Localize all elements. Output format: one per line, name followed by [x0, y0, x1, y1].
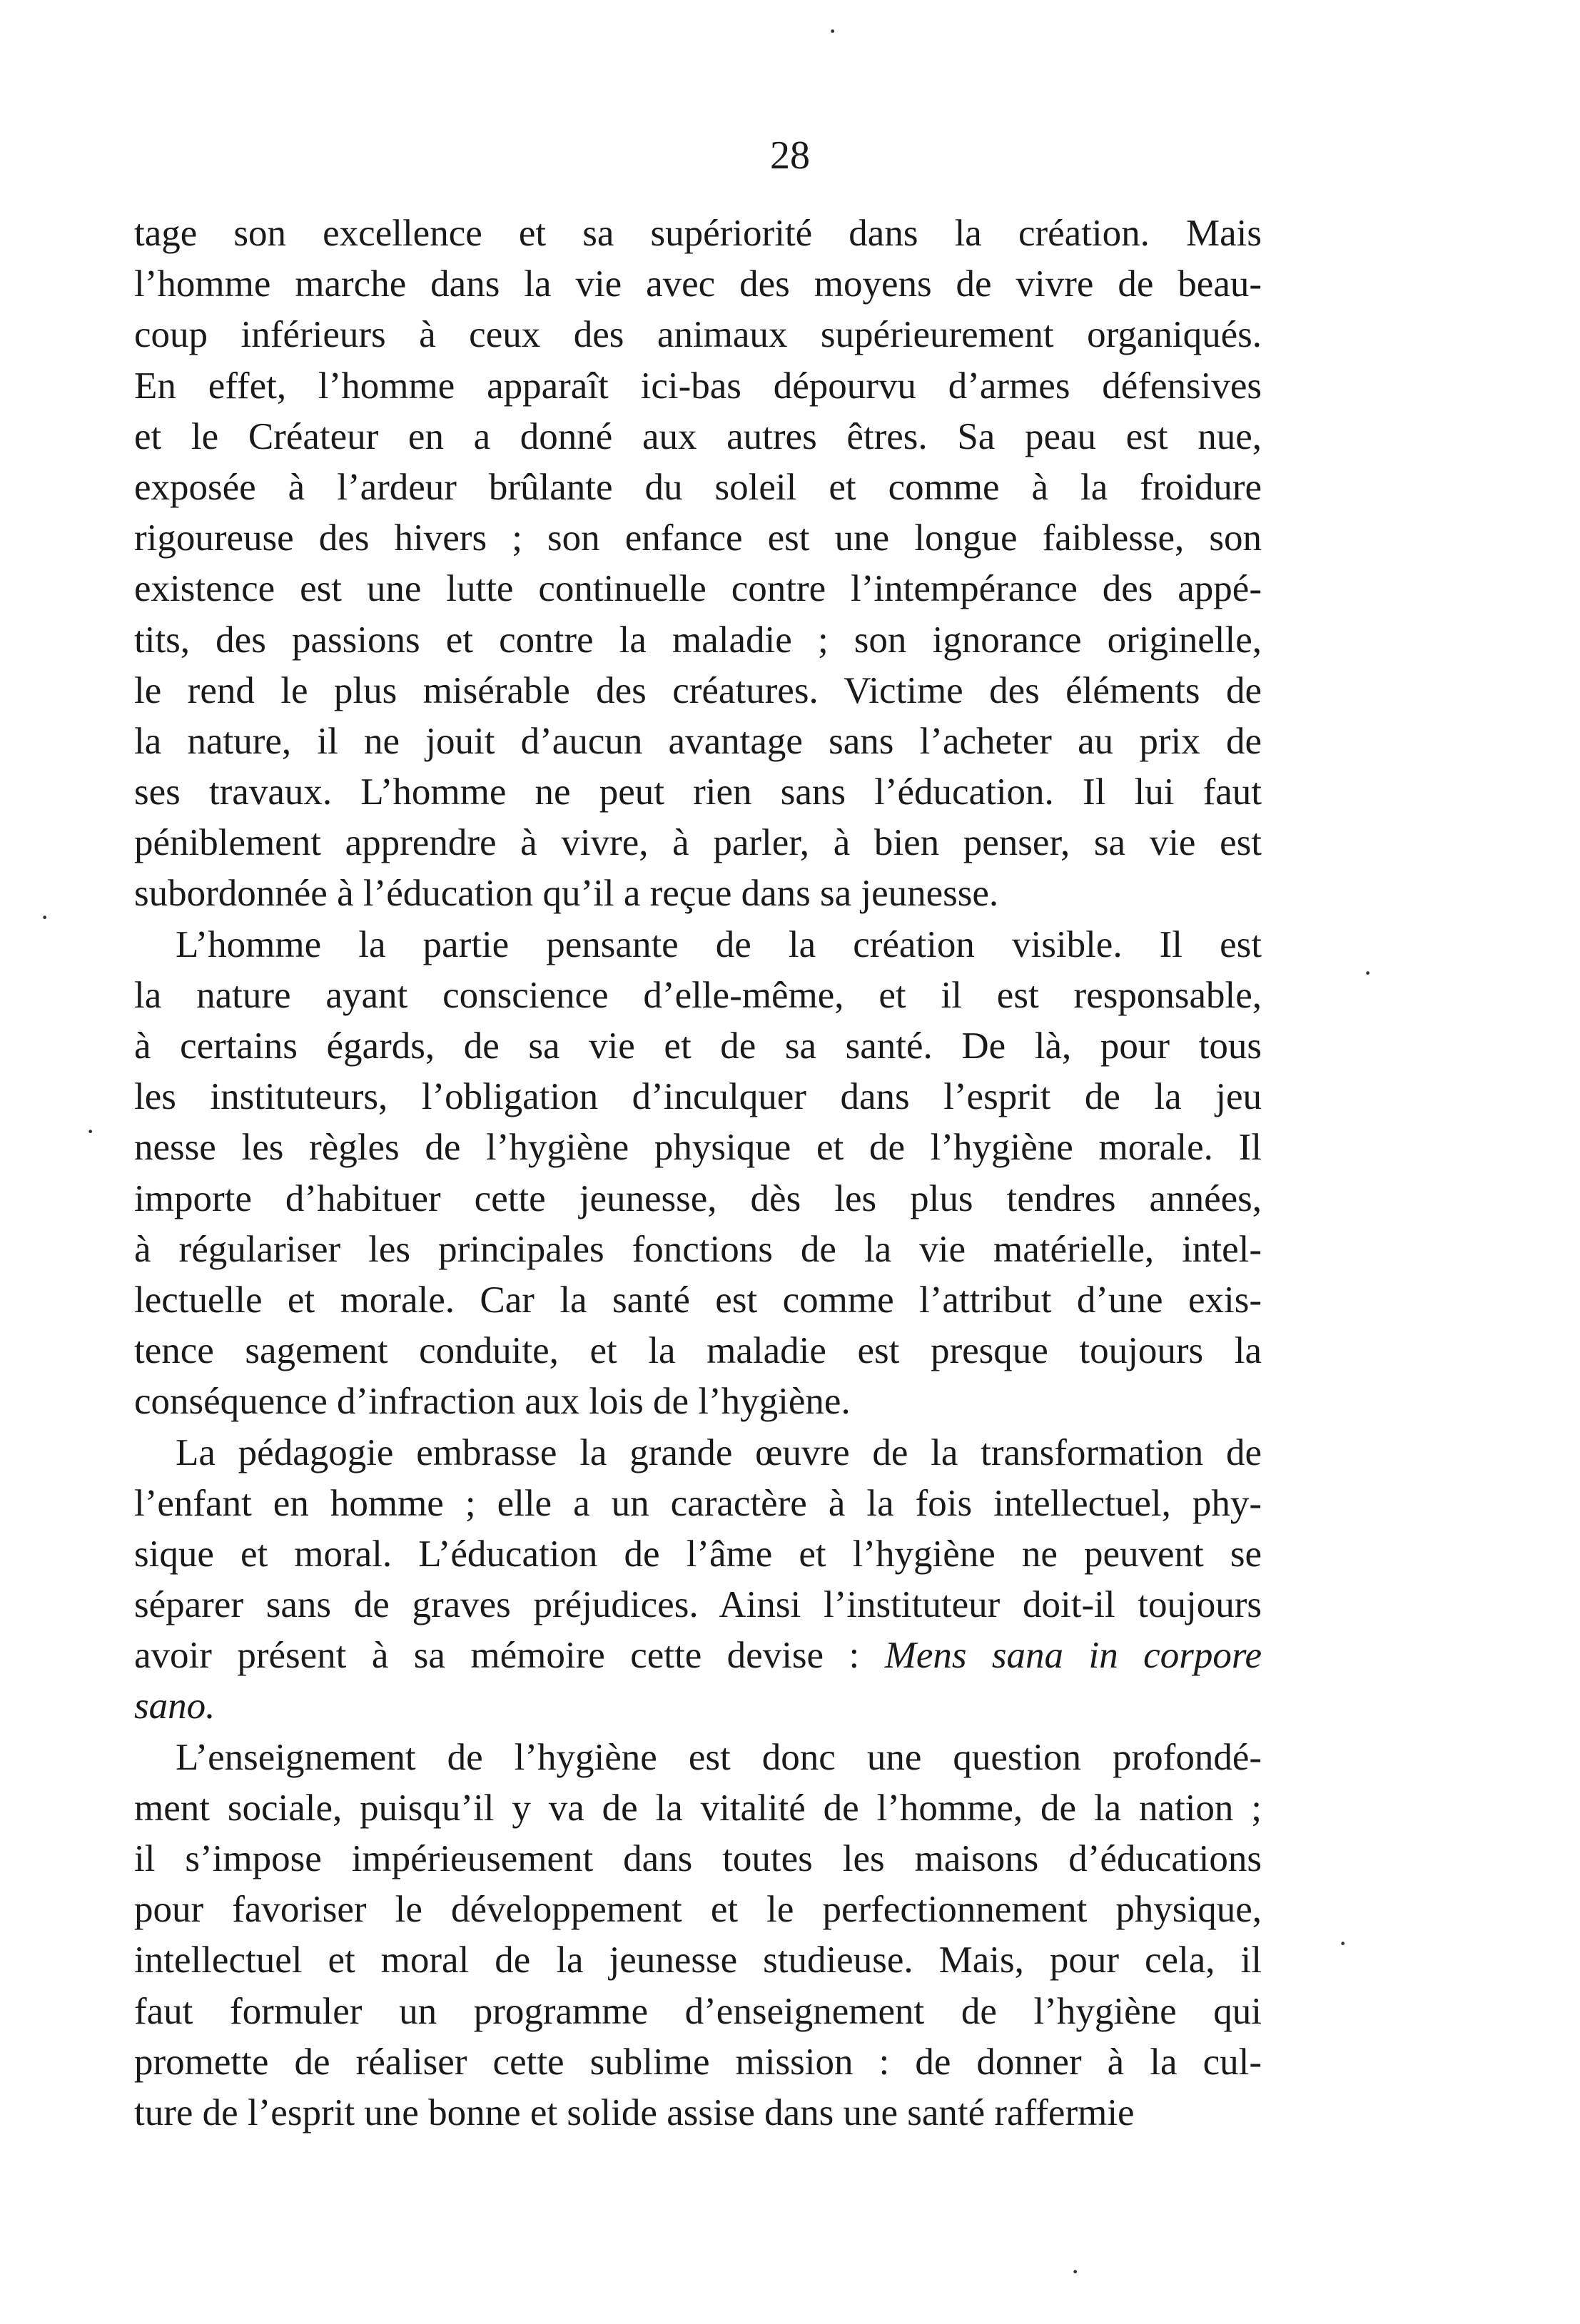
text-line: coup inférieurs à ceux des animaux supérieurement organiqués.	[134, 314, 1262, 356]
paragraph	[134, 920, 1262, 1428]
scan-speck: ·	[828, 15, 838, 47]
text-line: importe d’habituer cette jeunesse, dès les plus tendres années,	[134, 1177, 1262, 1219]
text-line: faut formuler un programme d’enseignement de l’hygiène qui	[134, 1990, 1262, 2032]
text-line: tage son excellence et sa supériorité dans la création. Mais	[134, 213, 1262, 254]
scan-speck: ·	[1363, 957, 1373, 989]
text-line: pour favoriser le développement et le perfectionnement physique,	[134, 1889, 1262, 1931]
paragraph	[134, 208, 1262, 920]
body-text	[134, 208, 1262, 2138]
text-line: le rend le plus misérable des créatures. Victime des éléments de	[134, 669, 1262, 711]
text-line: l’enfant en homme ; elle a un caractère à la fois intellectuel, phy-	[134, 1482, 1262, 1524]
scan-speck: ·	[1338, 1927, 1348, 1959]
text-line: péniblement apprendre à vivre, à parler, à bien penser, sa vie est	[134, 822, 1262, 864]
text-line: ses travaux. L’homme ne peut rien sans l’éducation. Il lui faut	[134, 771, 1262, 813]
text-line: séparer sans de graves préjudices. Ainsi l’instituteur doit-il toujours	[134, 1584, 1262, 1626]
text-line: nesse les règles de l’hygiène physique et de l’hygiène morale. Il	[134, 1127, 1262, 1169]
text-line: ture de l’esprit une bonne et solide assise dans une santé raffermie	[134, 2091, 1135, 2133]
text-line: subordonnée à l’éducation qu’il a reçue dans sa jeunesse.	[134, 873, 999, 915]
scan-speck: ·	[1070, 2256, 1080, 2288]
text-line: conséquence d’infraction aux lois de l’hygiène.	[134, 1381, 851, 1423]
text-line: tits, des passions et contre la maladie ; son ignorance originelle,	[134, 619, 1262, 661]
scan-speck: ·	[86, 1115, 96, 1147]
text-line: L’enseignement de l’hygiène est donc une question profondé-	[176, 1736, 1262, 1778]
text-line: exposée à l’ardeur brûlante du soleil et comme à la froidure	[134, 466, 1262, 508]
text-line: promette de réaliser cette sublime mission : de donner à la cul-	[134, 2041, 1262, 2083]
text-line: l’homme marche dans la vie avec des moyens de vivre de beau-	[134, 263, 1262, 305]
text-line: rigoureuse des hivers ; son enfance est une longue faiblesse, son	[134, 517, 1262, 559]
text-line: En effet, l’homme apparaît ici-bas dépourvu d’armes défensives	[134, 365, 1262, 407]
text-line: La pédagogie embrasse la grande œuvre de la transformation de	[176, 1431, 1262, 1473]
text-line: lectuelle et morale. Car la santé est comme l’attribut d’une exis-	[134, 1279, 1262, 1321]
text-line: existence est une lutte continuelle contre l’intempérance des appé-	[134, 568, 1262, 610]
text-line: la nature, il ne jouit d’aucun avantage sans l’acheter au prix de	[134, 720, 1262, 762]
text-line: les instituteurs, l’obligation d’inculquer dans l’esprit de la jeu	[134, 1076, 1262, 1118]
paragraph	[134, 1732, 1262, 2139]
page-number: 28	[770, 133, 810, 178]
text-line: il s’impose impérieusement dans toutes les maisons d’éducations	[134, 1838, 1262, 1879]
text-line: L’homme la partie pensante de la création visible. Il est	[176, 923, 1262, 965]
text-line: la nature ayant conscience d’elle-même, et il est responsable,	[134, 974, 1262, 1016]
text-line: sique et moral. L’éducation de l’âme et l’hygiène ne peuvent se	[134, 1533, 1262, 1575]
scan-speck: ·	[40, 901, 50, 933]
text-line: intellectuel et moral de la jeunesse studieuse. Mais, pour cela, il	[134, 1939, 1262, 1982]
text-line: tence sagement conduite, et la maladie est presque toujours la	[134, 1330, 1262, 1372]
text-line: sano.	[134, 1685, 216, 1727]
paragraph	[134, 1428, 1262, 1732]
text-line: à régulariser les principales fonctions de la vie matérielle, intel-	[134, 1228, 1262, 1270]
text-line: à certains égards, de sa vie et de sa santé. De là, pour tous	[134, 1025, 1262, 1067]
text-line: et le Créateur en a donné aux autres êtres. Sa peau est nue,	[134, 415, 1262, 457]
text-line: ment sociale, puisqu’il y va de la vitalité de l’homme, de la nation ;	[134, 1787, 1262, 1829]
text-line: avoir présent à sa mémoire cette devise : Mens sana in corpore	[134, 1635, 1262, 1677]
